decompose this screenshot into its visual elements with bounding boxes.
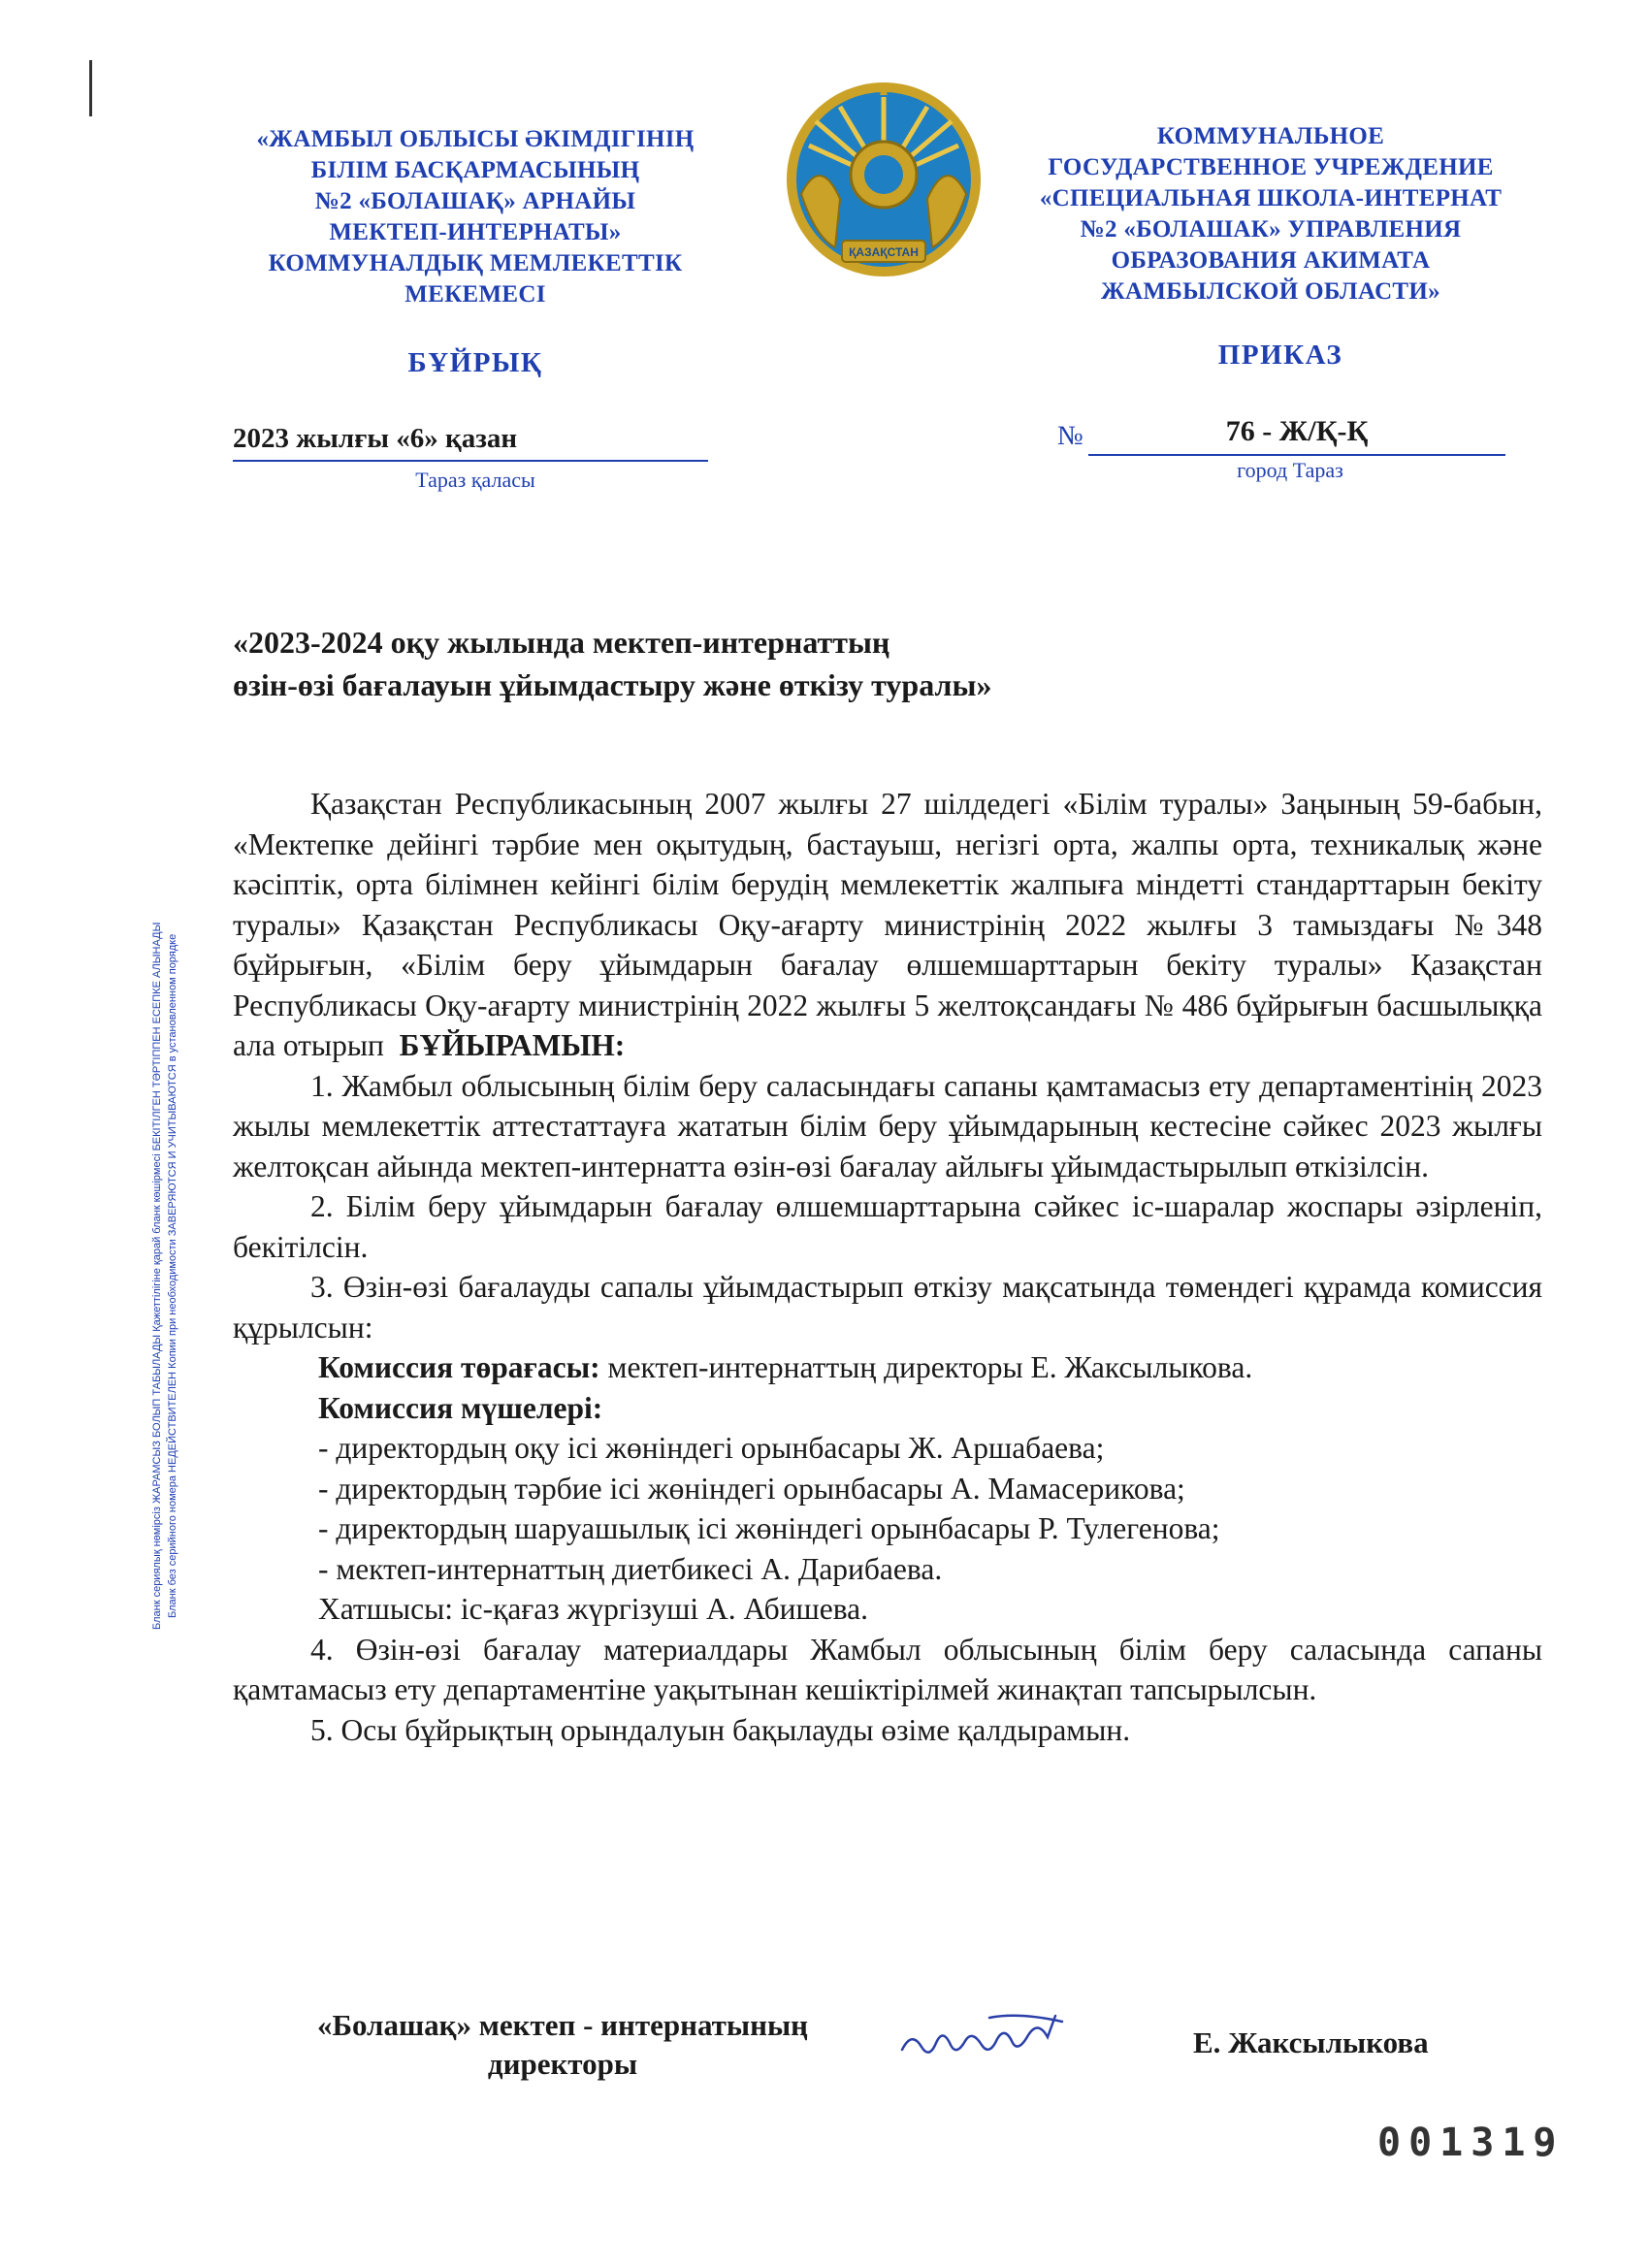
city-ru: город Тараз: [1237, 458, 1343, 482]
item-3: 3. Өзін-өзі бағалауды сапалы ұйымдастырып өткізу мақсатында төмендегі құрамда комиссия құрылсын:: [233, 1270, 1542, 1345]
item-1: 1. Жамбыл облысының білім беру саласындағы сапаны қамтамасыз ету департаментінің 2023 жылы мемлекеттік аттестаттауға жататын білім беру ұйымдарының кестесіне сәйкес 2023 жылғы желтоқсан айында мектеп-интернатта өзін-өзі бағалау айлығы ұйымдастырылып өткізілсін.: [233, 1068, 1542, 1183]
state-emblem-icon: [782, 78, 986, 281]
commission-member: - директордың тәрбие ісі жөніндегі орынбасары А. Мамасерикова;: [318, 1471, 1185, 1506]
order-title: «2023-2024 оқу жылында мектеп-интернаттың өзін-өзі бағалауын ұйымдастыру және өткізу туралы»: [233, 625, 992, 702]
handwritten-signature: [892, 2006, 1086, 2074]
commission-member: - директордың оқу ісі жөніндегі орынбасары Ж. Аршабаева;: [318, 1431, 1105, 1465]
sidebar-notice-kz: Бланк сериялық нөмірсіз ЖАРАМСЫЗ БОЛЫП ТАБЫЛАДЫ Қажеттілігіне қарай бланк көшірмесі БЕКІТІЛГЕН ТӘРТІППЕН ЕСЕПКЕ АЛЫНАДЫ: [151, 922, 163, 1630]
number-sign: №: [1057, 421, 1083, 451]
emblem-label: ҚАЗАҚСТАН: [849, 245, 919, 259]
item-5: 5. Осы бұйрықтың орындалуын бақылауды өзіме қалдырамын.: [310, 1712, 1131, 1747]
commission-chair: Комиссия төрағасы: мектеп-интернаттың директоры Е. Жаксылыкова.: [318, 1350, 1253, 1384]
margin-mark: [89, 60, 92, 116]
commission-member: - мектеп-интернаттың диетбикесі А. Дарибаева.: [318, 1551, 943, 1586]
order-date: 2023 жылғы «6» қазан: [233, 423, 708, 462]
order-body: [233, 784, 1542, 1750]
commission-members-label: Комиссия мүшелері:: [318, 1390, 603, 1425]
signatory-name: Е. Жаксылыкова: [1193, 2025, 1429, 2059]
doc-type-ru: ПРИКАЗ: [1217, 340, 1343, 371]
secretary: Хатшысы: іс-қағаз жүргізуші А. Абишева.: [318, 1592, 869, 1626]
order-word: БҰЙЫРАМЫН:: [399, 1028, 626, 1062]
order-number: 76 - Ж/Қ-Қ: [1088, 415, 1505, 456]
signatory-position: «Болашақ» мектеп - интернатының директоры: [316, 2008, 809, 2081]
org-name-ru: КОММУНАЛЬНОЕ ГОСУДАРСТВЕННОЕ УЧРЕЖДЕНИЕ «СПЕЦИАЛЬНАЯ ШКОЛА-ИНТЕРНАТ №2 «БОЛАШАК» УПРАВЛЕНИЯ ОБРАЗОВАНИЯ АКИМАТА ЖАМБЫЛСКОЙ ОБЛАСТИ»: [1039, 123, 1503, 305]
serial-number: 001319: [1377, 2121, 1565, 2165]
preamble: Қазақстан Республикасының 2007 жылғы 27 шілдедегі «Білім туралы» Заңының 59-бабын, «Мектепке дейінгі тәрбие мен оқытудың, бастауыш, негізгі орта, жалпы орта, техникалық және кәсіптік, орта білімнен кейінгі білім берудің мемлекеттік жалпыға міндетті стандарттарын бекіту туралы» Қазақстан Республикасы Оқу-ағарту министрінің 2022 жылғы 3 тамыздағы №348 бұйрығын, «Білім беру ұйымдарын бағалау өлшемшарттарын бекіту туралы» Қазақстан Республикасы Оқу-ағарту министрінің 2022 жылғы 5 желтоқсандағы № 486 бұйрығын басшылыққа ала отырып БҰЙЫРАМЫН:: [233, 787, 1542, 1062]
commission-member: - директордың шаруашылық ісі жөніндегі орынбасары Р. Тулегенова;: [318, 1511, 1220, 1545]
sidebar-notice-ru: Бланк без серийного номера НЕДЕЙСТВИТЕЛЕН Копии при необходимости ЗАВЕРЯЮТСЯ И УЧИТЫВАЮТСЯ в установленном порядке: [167, 933, 178, 1618]
item-4: 4. Өзін-өзі бағалау материалдары Жамбыл облысының білім беру саласында сапаны қамтамасыз ету департаментіне уақытынан кешіктірілмей жинақтап тапсырылсын.: [233, 1632, 1542, 1706]
city-kz: Тараз қаласы: [415, 468, 535, 492]
item-2: 2. Білім беру ұйымдарын бағалау өлшемшарттарына сәйкес іс-шаралар жоспары әзірленіп, бекітілсін.: [233, 1189, 1542, 1264]
org-name-kz: «ЖАМБЫЛ ОБЛЫСЫ ӘКІМДІГІНІҢ БІЛІМ БАСҚАРМАСЫНЫҢ №2 «БОЛАШАҚ» АРНАЙЫ МЕКТЕП-ИНТЕРНАТЫ» КОММУНАЛДЫҚ МЕМЛЕКЕТТІК МЕКЕМЕСІ: [256, 126, 695, 308]
doc-type-kz: БҰЙРЫҚ: [407, 347, 543, 378]
